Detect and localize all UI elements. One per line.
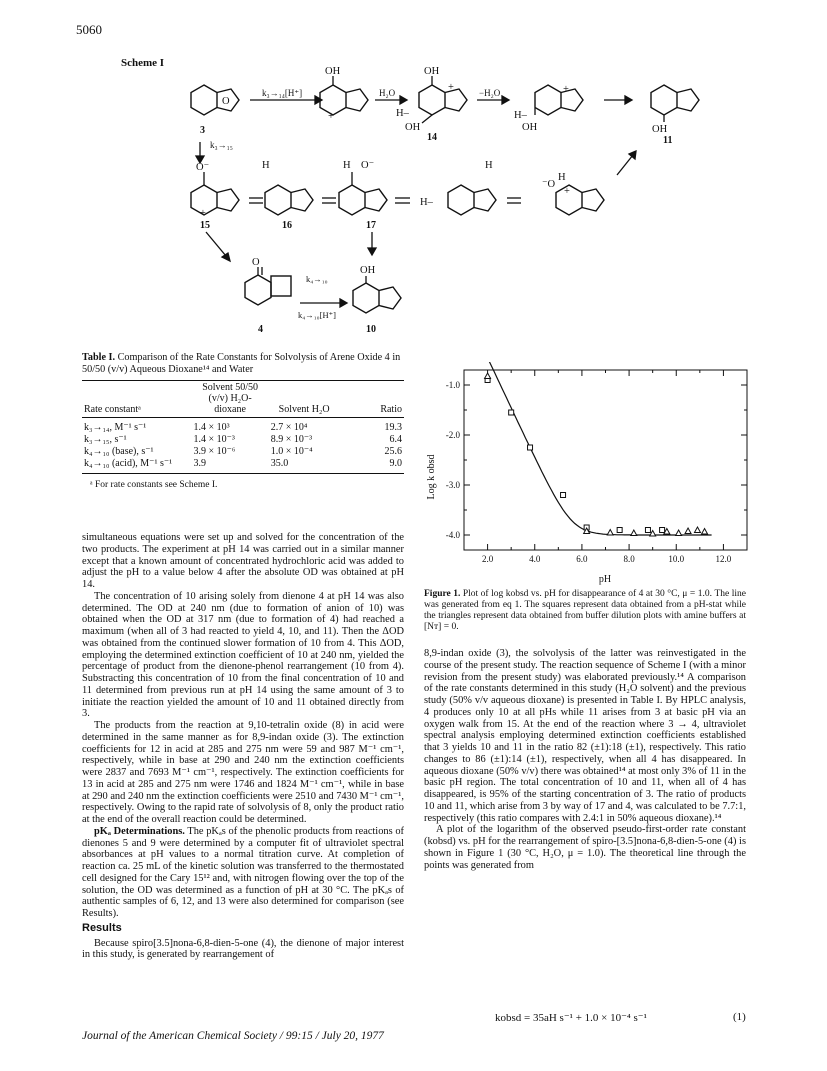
reagent-minus-h2o: −H₂O <box>479 88 501 98</box>
paragraph: pKₐ Determinations. The pKₐs of the phenolic products from reactions of dienones 5 and 9 were determined by a computer fit of ultraviolet spectral absorbances at pH values to a normal titration curve. At completion of reaction ca. 25 mL of the kinetic solution was transferred to the thermostated cell designed for the Cary 15¹² and, with nitrogen flowing over the top of the solution, the OD was determined as a function of pH at 30 °C. The pKₐs of authentic samples of 6, 12, and 13 were also determined for comparison (see Results). <box>82 825 404 919</box>
plus-1: + <box>328 111 334 122</box>
right-column <box>424 648 746 871</box>
paragraph: The products from the reaction at 9,10-tetralin oxide (8) in acid were determined in the same manner as for 8,9-indan oxide (3). The extinction coefficients for 12 in acid at 285 and 275 nm were 59 and 987 M⁻¹ cm⁻¹, respectively, while in base at 290 and 240 nm the extinction coefficients were 2837 and 7693 M⁻¹ cm⁻¹, respectively. The extinction coefficients for 13 in acid at 285 and 275 nm were 1746 and 1824 M⁻¹ cm⁻¹, while in base at 290 and 240 nm the extinction coefficients were 2510 and 7430 M⁻¹ cm⁻¹, respectively. Owing to the rapid rate of solvolysis of 8, only the product ratio at the end of the overall reaction could be determined. <box>82 720 404 825</box>
data-point-square <box>528 445 533 450</box>
table-row: k₄→₁₀ (acid), M⁻¹ s⁻¹ 3.9 35.0 9.0 <box>82 458 404 474</box>
rate-label-4-10-acid: k₄→₁₀[H⁺] <box>298 310 336 320</box>
reaction-scheme <box>0 0 827 350</box>
group-h-dash-1: H– <box>396 108 409 119</box>
data-point-triangle <box>676 530 682 536</box>
x-tick-label: 8.0 <box>623 554 635 564</box>
data-point-triangle <box>702 529 708 535</box>
label-compound-11: 11 <box>663 135 673 146</box>
label-compound-16: 16 <box>282 220 292 231</box>
table-1 <box>82 352 404 490</box>
journal-footer: Journal of the American Chemical Society / 99:15 / July 20, 1977 <box>82 1030 384 1042</box>
label-compound-3: 3 <box>200 125 205 136</box>
group-h-3: H <box>485 160 493 171</box>
reagent-h2o: H₂O <box>379 88 396 98</box>
group-h-2: H <box>343 160 351 171</box>
group-o-minus-1: O⁻ <box>196 162 210 173</box>
group-h-dash-2: H– <box>514 110 527 121</box>
header-dioxane: Solvent 50/50 (v/v) H₂O-dioxane <box>191 381 268 418</box>
label-compound-14: 14 <box>427 132 437 143</box>
label-compound-10: 10 <box>366 324 376 335</box>
data-point-triangle <box>485 373 491 379</box>
label-compound-4: 4 <box>258 324 263 335</box>
label-compound-15: 15 <box>200 220 210 231</box>
paragraph: Because spiro[3.5]nona-6,8-dien-5-one (4), the dienone of major interest in this study, is generated by rearrangement of <box>82 937 404 961</box>
compound-11-structure <box>651 85 699 115</box>
group-oh-4: OH <box>522 122 538 133</box>
fit-line <box>488 362 712 535</box>
group-oh-1: OH <box>325 66 341 77</box>
group-oh-6: OH <box>360 265 376 276</box>
compound-3-structure <box>191 85 239 115</box>
rate-label-3-15: k₃→₁₅ <box>210 140 233 150</box>
plus-5: + <box>200 208 206 219</box>
data-point-square <box>617 528 622 533</box>
compound-10-structure <box>353 283 401 313</box>
group-oh-3: OH <box>405 122 421 133</box>
table-row: k₃→₁₄, M⁻¹ s⁻¹ 1.4 × 10³ 2.7 × 10⁴ 19.3 <box>84 422 402 433</box>
scheme-title: Scheme I <box>121 57 165 69</box>
group-h-4: H <box>558 172 566 183</box>
results-heading: Results <box>82 921 122 934</box>
compound-14-structure <box>419 85 467 115</box>
data-point-triangle <box>631 530 637 536</box>
y-tick-label: -2.0 <box>445 430 460 440</box>
x-axis-label: pH <box>598 574 612 585</box>
cation-14-structure <box>535 85 583 115</box>
left-column <box>82 532 404 961</box>
group-h-1: H <box>262 160 270 171</box>
x-tick-label: 12.0 <box>715 554 732 564</box>
x-tick-label: 2.0 <box>481 554 494 564</box>
group-h-dash-3: H– <box>420 197 433 208</box>
table-title: Table I. Comparison of the Rate Constants for Solvolysis of Arene Oxide 4 in 50/50 (v/v) Aqueous Dioxane¹⁴ and Water <box>82 352 401 375</box>
plus-2: + <box>448 82 454 93</box>
x-tick-label: 6.0 <box>576 554 588 564</box>
data-point-square <box>561 493 566 498</box>
carbonyl-o: O <box>252 257 260 268</box>
paragraph: A plot of the logarithm of the observed pseudo-first-order rate constant (kobsd) vs. pH for the rearrangement of spiro-[3.5]nona-6,8-dien-5-one (4) is shown in Figure 1 (30 °C, H₂O, μ = 1.0). The theoretical line through the points was generated from <box>424 824 746 871</box>
y-axis-label: Log k obsd <box>426 454 437 500</box>
paragraph: simultaneous equations were set up and solved for the concentration of the two products. The experiment at pH 14 was carried out in a similar manner except that a known amount of concentrated hydrochloric acid was added to adjust the pH to a value below 4 after the absolute OD was obtained at pH 14. <box>82 532 404 590</box>
compound-16-structure <box>265 185 313 215</box>
y-tick-label: -4.0 <box>445 530 460 540</box>
figure-caption: Figure 1. Plot of log kobsd vs. pH for disappearance of 4 at 30 °C, μ = 1.0. The line was generated from eq 1. The squares represent data obtained from a pH-stat while the triangles represent data obtained from buffer dilution plots with amine buffers at [Nᴛ] = 0. <box>424 589 746 632</box>
page-number: 5060 <box>76 22 102 37</box>
y-tick-label: -3.0 <box>445 480 460 490</box>
header-water: Solvent H₂O <box>269 381 340 418</box>
compound-4-structure <box>245 275 271 305</box>
equation-1: kobsd = 35aH s⁻¹ + 1.0 × 10⁻⁴ s⁻¹ <box>495 1012 647 1024</box>
data-point-square <box>660 528 665 533</box>
x-tick-label: 10.0 <box>668 554 685 564</box>
oxygen-walk-intermediate-structure <box>448 185 496 215</box>
plus-3: + <box>563 84 569 95</box>
label-compound-17: 17 <box>366 220 376 231</box>
plus-4: + <box>564 186 570 197</box>
figure-1-chart <box>424 362 754 587</box>
x-tick-label: 4.0 <box>529 554 541 564</box>
group-oh-5: OH <box>652 124 668 135</box>
data-point-triangle <box>694 527 700 533</box>
table-row: k₄→₁₀ (base), s⁻¹ 3.9 × 10⁻⁶ 1.0 × 10⁻⁴ 25.6 <box>84 446 402 457</box>
data-point-triangle <box>685 528 691 534</box>
group-o-minus-2: O⁻ <box>361 160 375 171</box>
compound-15-structure <box>191 185 239 215</box>
header-ratio: Ratio <box>340 381 404 418</box>
group-oh-2: OH <box>424 66 440 77</box>
table-footnote: ᵃ For rate constants see Scheme I. <box>90 480 218 490</box>
rate-constants-table <box>82 380 404 474</box>
paragraph: The concentration of 10 arising solely from dienone 4 at pH 14 was also determined. The OD at 240 nm (due to formation of anion of 10) was obtained when the OD at 317 nm (due to formation of 4) had reached a maximum (when all of 3 had reacted to yield 4, 10, and 11). Then the ΔOD was obtained from the continued slower formation of 10 from 4. This ΔOD, employing the determined extinction coefficient of 10 at 240 nm, yielded the percentage of product from the dienone-phenol rearrangement (10 from 4). Substracting this concentration of 10 from the final concentration of 10 and 11 determined from previous run at pH 14 using the same amount of 3 to initiate the reaction yielded the amount of 10 and 11 obtained directly from 3. <box>82 590 404 720</box>
data-point-square <box>645 528 650 533</box>
rate-label-3-14: k₃→₁₄[H⁺] <box>262 88 303 98</box>
table-row: k₃→₁₅, s⁻¹ 1.4 × 10⁻³ 8.9 × 10⁻³ 6.4 <box>84 434 402 445</box>
compound-17-structure <box>339 185 387 215</box>
paragraph: 8,9-indan oxide (3), the solvolysis of the latter was reinvestigated in the course of the present study. The reaction sequence of Scheme I (with a minor revision from the present study) was elaborated previously.¹⁴ A comparison of the rate constants determined in this study (H₂O solvent) and the previous study (50% v/v aqueous dioxane) is presented in Table I. By HPLC analysis, 4 produces only 10 at all pHs while 11 arises from 3 at basic pH via an oxygen walk from 15. At the end of the reaction where 3 → 4, ultraviolet spectral analysis employing determined extinction coefficients established that 3 yields 10 and 11 in the ratio 82 (±1):18 (±1), respectively. This ratio changes to 86 (±1):14 (±1), respectively, when all 4 has disappeared. In aqueous dioxane (50% v/v) there was obtained¹⁴ at most only 3% of 11 in the basic pH region. The total concentration of 10 and 11, when all of 4 has disappeared, is 95% of the starting concentration of 3. The ratio of products 10 and 11, which arise from 3 by way of 17 and 4, was calculated to be 7.7:1, respectively (this ratio compares with 2.4:1 in 50% aqueous dioxane).¹⁴ <box>424 648 746 824</box>
header-rate-constant: Rate constantᵃ <box>82 381 191 418</box>
group-minus-o: ⁻O <box>542 179 556 190</box>
equation-number: (1) <box>733 1011 746 1023</box>
rate-label-4-10: k₄→₁₀ <box>306 274 328 284</box>
y-tick-label: -1.0 <box>445 380 460 390</box>
data-point-square <box>509 410 514 415</box>
epoxide-o: O <box>222 96 230 107</box>
data-point-triangle <box>607 530 613 536</box>
